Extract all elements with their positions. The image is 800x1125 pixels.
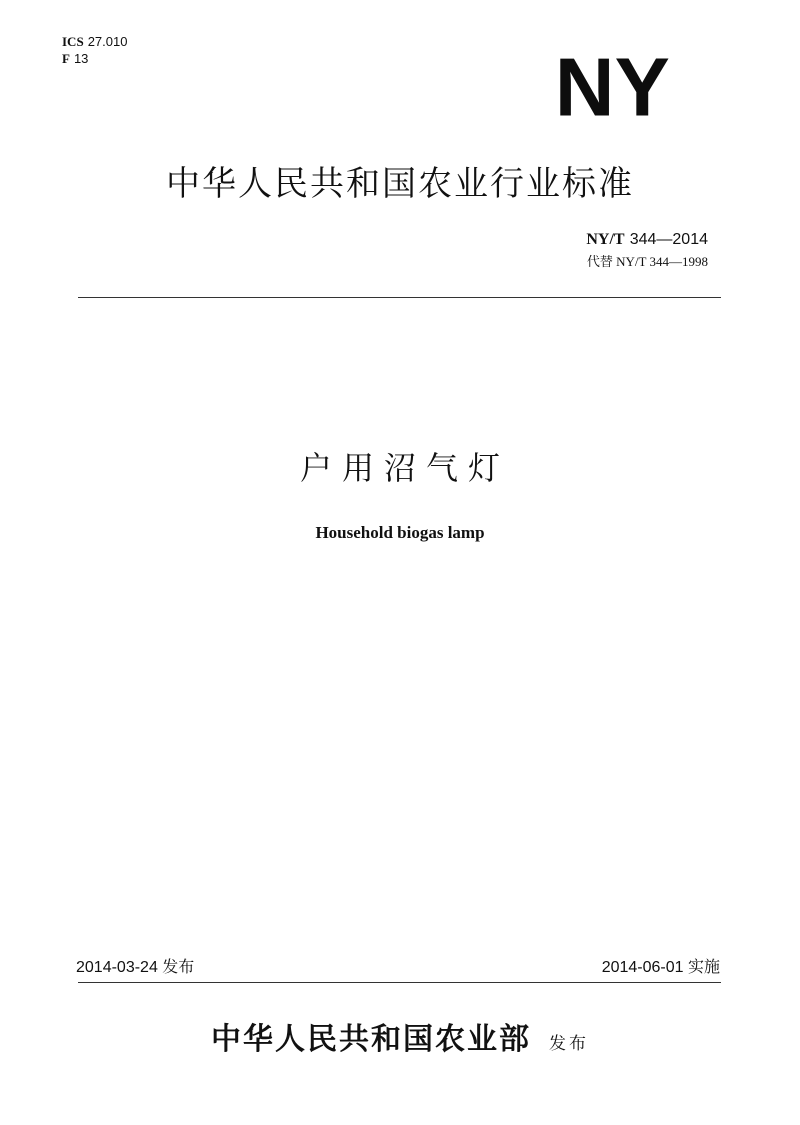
ics-code: [62, 34, 127, 51]
ccs-label: F: [62, 51, 70, 66]
publisher-suffix: 发布: [549, 1034, 589, 1054]
standard-number-prefix: NY/T: [586, 231, 625, 248]
standard-number-value: 344—2014: [629, 231, 708, 248]
document-title-english: Household biogas lamp: [315, 523, 485, 542]
ccs-value: 13: [73, 51, 89, 66]
standard-category-title: 中华人民共和国农业行业标准: [166, 164, 634, 204]
ics-value: 27.010: [87, 34, 128, 49]
document-title: 户用沼气灯: [299, 449, 510, 487]
footer-divider: [78, 982, 721, 983]
replaces-standard: 代替 NY/T 344—1998: [586, 254, 708, 269]
header-divider: [78, 297, 721, 298]
ics-label: ICS: [62, 34, 84, 49]
standard-number: [586, 229, 708, 250]
ccs-code: [62, 51, 88, 68]
publisher-name: 中华人民共和国农业部: [211, 1022, 531, 1057]
ny-logo: NY: [554, 41, 670, 134]
issue-date: 2014-03-24 发布: [76, 959, 195, 976]
effective-date: 2014-06-01 实施: [601, 959, 720, 976]
publisher: [0, 1018, 800, 1066]
